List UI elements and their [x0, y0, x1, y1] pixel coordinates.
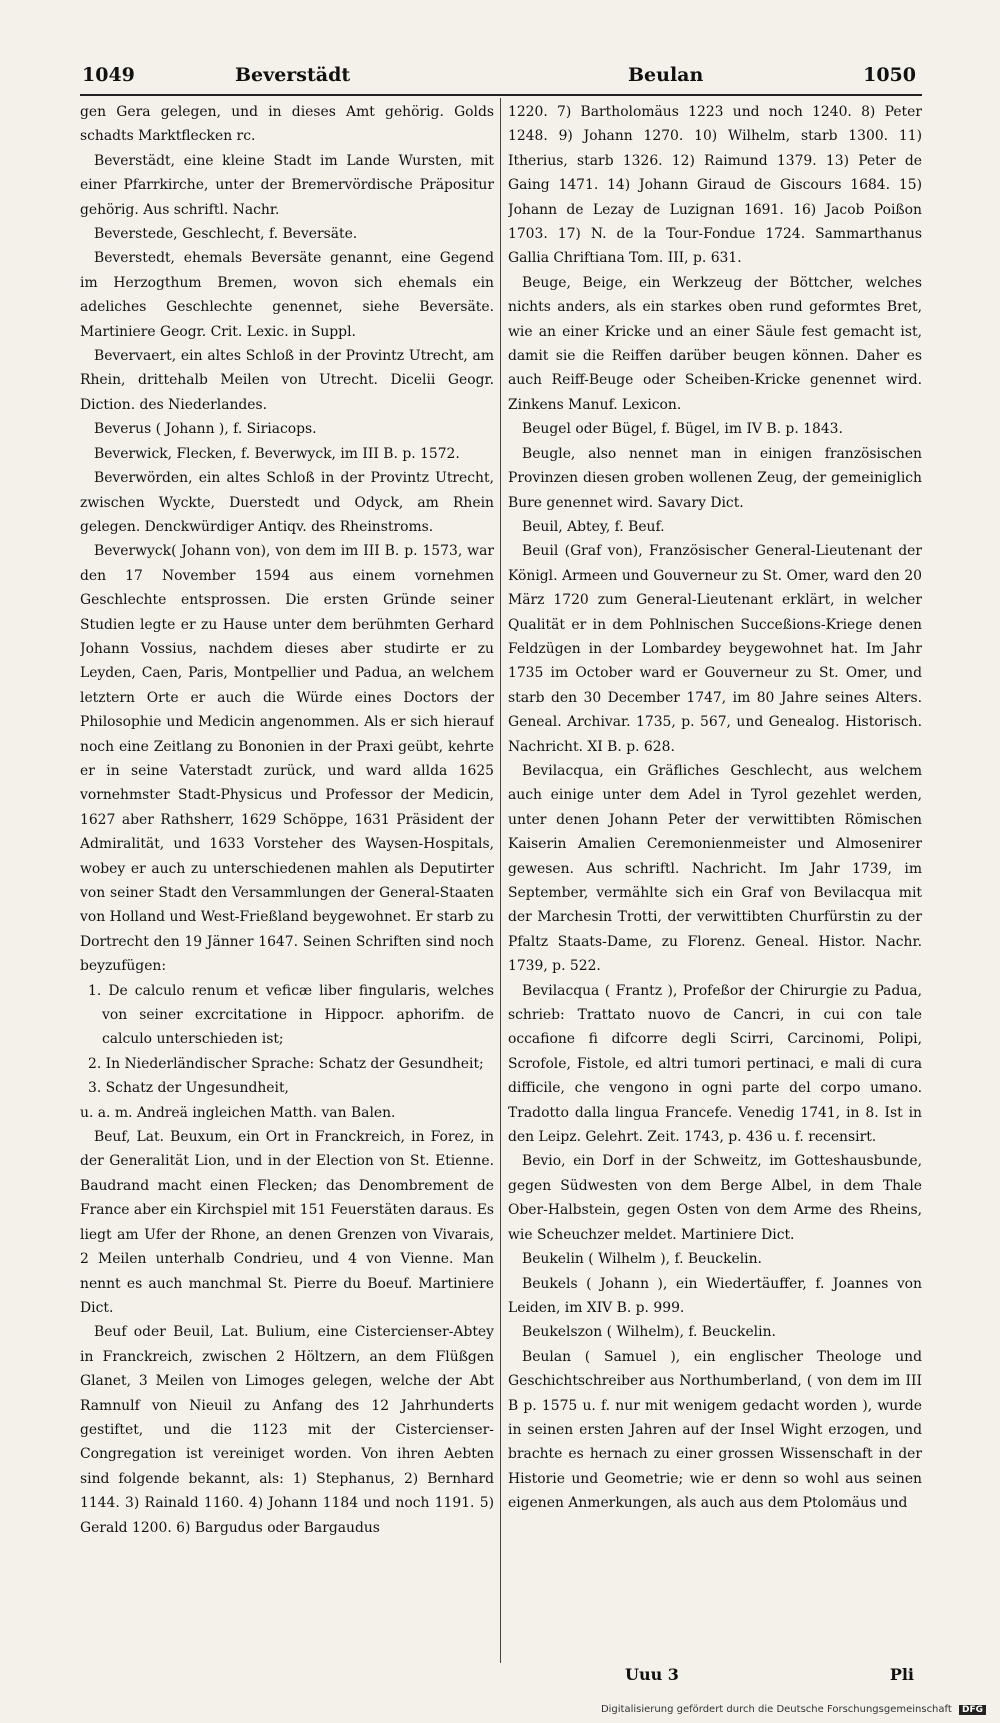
- page: [80, 58, 922, 1684]
- entry-paragraph: Beuil, Abtey, f. Beuf.: [522, 518, 665, 535]
- signature-mark: Uuu 3: [625, 1665, 679, 1684]
- entry-paragraph: Beuf oder Beuil, Lat. Bulium, eine Cistercienser-Abtey in Franckreich, zwischen 2 Höltzern, an dem Flüßgen Glanet, 3 Meilen von Limoges gelegen, welche der Abt Ramnulf von Nieuil zu Anfang des 12 Jahrhunderts gestiftet, und die 1123 mit der Cistercienser-Congregation ist vereiniget worden. Von ihren Aebten sind folgende bekannt, als: 1) Stephanus, 2) Bernhard 1144. 3) Rainald 1160. 4) Johann 1184 und noch 1191. 5) Gerald 1200. 6) Bargudus oder Bargaudus: [80, 1324, 494, 1536]
- dfg-logo: DFG: [959, 1705, 986, 1715]
- entry-paragraph: Bevilacqua, ein Gräfliches Geschlecht, aus welchem auch einige unter dem Adel in Tyrol gezehlet werden, unter denen Johann Peter der verwittibten Römischen Kaiserin Amalien Ceremonienmeister und Almosenirer gewesen. Aus schriftl. Nachricht. Im Jahr 1739, im September, vermählte sich ein Graf von Bevilacqua mit der Marchesin Trotti, der verwittibten Churfürstin zu der Pfaltz Staats-Dame, zu Florenz. Geneal. Histor. Nachr. 1739, p. 522.: [508, 762, 922, 975]
- entry-paragraph: Beverstädt, eine kleine Stadt im Lande Wursten, mit einer Pfarrkirche, unter der Bremervördische Präpositur gehörig. Aus schriftl. Nachr.: [80, 152, 494, 218]
- entry-paragraph: Beverwyck( Johann von), von dem im III B. p. 1573, war den 17 November 1594 aus einem vornehmen Geschlechte entsprossen. Die ersten Gründe seiner Studien legte er zu Hause unter dem berühmten Gerhard Johann Vossius, nachdem dieses aber studirte er zu Leyden, Caen, Paris, Montpellier und Padua, an welchem letztern Orte er auch die Würde eines Doctors der Philosophie und Medicin angenommen. Als er sich hierauf noch eine Zeitlang zu Bononien in der Praxi geübt, kehrte er in seine Vaterstadt zurück, und ward allda 1625 vornehmster Stadt-Physicus und Professor der Medicin, 1627 aber Rathsherr, 1629 Schöppe, 1631 Präsident der Admiralität, und 1633 Vorsteher des Waysen-Hospitals, wobey er auch zu unterschiedenen mahlen als Deputirter von seiner Stadt den Versammlungen der General-Staaten von Holland und West-Frießland beygewohnet. Er starb zu Dortrecht den 19 Jänner 1647. Seinen Schriften sind noch beyzufügen:: [80, 543, 494, 975]
- entry-paragraph: Beukelin ( Wilhelm ), f. Beuckelin.: [522, 1251, 762, 1268]
- entry-paragraph: Beverstedt, ehemals Beversäte genannt, eine Gegend im Herzogthum Bremen, wovon sich ehemals ein adeliches Geschlechte genennet, siehe Beversäte. Martiniere Geogr. Crit. Lexic. in Suppl.: [80, 250, 494, 340]
- page-number-left: 1049: [82, 64, 135, 86]
- entry-paragraph: Beverwick, Flecken, f. Beverwyck, im III B. p. 1572.: [94, 445, 460, 462]
- entry-paragraph: Beverwörden, ein altes Schloß in der Provintz Utrecht, zwischen Wyckte, Duerstedt und Odyck, am Rhein gelegen. Denckwürdiger Antiqv. des Rheinstroms.: [80, 470, 494, 535]
- entry-paragraph: Beverus ( Johann ), f. Siriacops.: [94, 421, 317, 438]
- header-title-right: Beulan: [628, 64, 704, 86]
- footer-text: Digitalisierung gefördert durch die Deutsche Forschungsgemeinschaft: [600, 1704, 952, 1715]
- column-divider: [500, 98, 501, 1663]
- entry-paragraph: gen Gera gelegen, und in dieses Amt gehörig. Golds schadts Marktflecken rc.: [80, 104, 494, 145]
- entry-paragraph: Beugel oder Bügel, f. Bügel, im IV B. p. 1843.: [522, 421, 843, 438]
- digitization-footer: [601, 1704, 986, 1715]
- entry-paragraph: Bevilacqua ( Frantz ), Profeßor der Chirurgie zu Padua, schrieb: Trattato nuovo de Cancri, in cui con tale occafione fi difcorre degli Scirri, Carcinomi, Polipi, Scrofole, Fistole, ed altri tumori pertinaci, e mali di cura difficile, che vengono in ogni parte del corpo umano. Tradotto dalla lingua Francefe. Venedig 1741, in 8. Ist in den Leipz. Gelehrt. Zeit. 1743, p. 436 u. f. recensirt.: [508, 982, 922, 1146]
- page-number-right: 1050: [863, 64, 916, 86]
- entry-paragraph: Beverstede, Geschlecht, f. Beversäte.: [94, 226, 358, 243]
- entry-paragraph: 3. Schatz der Ungesundheit,: [88, 1080, 289, 1097]
- running-header: [80, 58, 922, 96]
- entry-paragraph: Beuil (Graf von), Französischer General-Lieutenant der Königl. Armeen und Gouverneur zu St. Omer, ward den 20 März 1720 zum General-Lieutenant erklärt, in welcher Qualität er in dem Pohlnischen Succeßions-Kriege denen Feldzügen in der Lombardey beygewohnet hat. Im Jahr 1735 im October ward er Gouverneur zu St. Omer, und starb den 30 December 1747, im 80 Jahre seines Alters. Geneal. Archivar. 1735, p. 567, und Genealog. Historisch. Nachricht. XI B. p. 628.: [508, 543, 922, 755]
- entry-paragraph: 1220. 7) Bartholomäus 1223 und noch 1240. 8) Peter 1248. 9) Johann 1270. 10) Wilhelm, starb 1300. 11) Itherius, starb 1326. 12) Raimund 1379. 13) Peter de Gaing 1471. 14) Johann Giraud de Giscours 1684. 15) Johann de Lezay de Luzignan 1691. 16) Jacob Poißon 1703. 17) N. de la Tour-Fondue 1724. Sammarthanus Gallia Chriftiana Tom. III, p. 631.: [508, 104, 922, 267]
- entry-paragraph: Bevervaert, ein altes Schloß in der Provintz Utrecht, am Rhein, drittehalb Meilen von Utrecht. Dicelii Geogr. Diction. des Niederlandes.: [80, 348, 494, 413]
- entry-paragraph: Beugle, also nennet man in einigen französischen Provinzen diesen groben wollenen Zeug, der gemeiniglich Bure genennet wird. Savary Dict.: [508, 445, 922, 511]
- entry-paragraph: Bevio, ein Dorf in der Schweitz, im Gotteshausbunde, gegen Südwesten von dem Berge Albel, in dem Thale Ober-Halbstein, gegen Osten von dem Arme des Rheins, wie Scheuchzer meldet. Martiniere Dict.: [508, 1153, 922, 1243]
- entry-paragraph: 2. In Niederländischer Sprache: Schatz der Gesundheit;: [88, 1055, 484, 1072]
- entry-paragraph: Beuge, Beige, ein Werkzeug der Böttcher, welches nichts anders, als ein starkes oben rund geformtes Bret, wie an einer Kricke und an einer Säule fest gemacht ist, damit sie die Reiffen darüber beugen können. Daher es auch Reiff-Beuge oder Scheiben-Kricke genennet wird. Zinkens Manuf. Lexicon.: [508, 274, 922, 413]
- catchword: Pli: [889, 1665, 914, 1684]
- entry-paragraph: u. a. m. Andreä ingleichen Matth. van Balen.: [80, 1104, 396, 1121]
- entry-paragraph: Beuf, Lat. Beuxum, ein Ort in Franckreich, in Forez, in der Generalität Lion, und in der Election von St. Etienne. Baudrand macht einen Flecken; das Denombrement de France aber ein Kirchspiel mit 151 Feuerstäten daraus. Es liegt am Ufer der Rhone, an denen Grenzen von Vivarais, 2 Meilen unterhalb Condrieu, und 4 von Vienne. Man nennt es auch manchmal St. Pierre du Boeuf. Martiniere Dict.: [80, 1129, 494, 1316]
- entry-paragraph: Beulan ( Samuel ), ein englischer Theologe und Geschichtschreiber aus Northumberland, ( von dem im III B p. 1575 u. f. nur mit wenigem gedacht worden ), wurde in seinen ersten Jahren auf der Insel Wight erzogen, und brachte es hernach zu einer grossen Wissenschaft in der Historie und Geometrie; wie er denn so wohl aus seinen eigenen Anmerkungen, als auch aus dem Ptolomäus und: [508, 1348, 922, 1512]
- entry-paragraph: 1. De calculo renum et veficæ liber fingularis, welches von seiner excrcitatione in Hippocr. aphorifm. de calculo unterschieden ist;: [88, 982, 494, 1048]
- right-column: [508, 100, 922, 1660]
- entry-paragraph: Beukels ( Johann ), ein Wiedertäuffer, f. Joannes von Leiden, im XIV B. p. 999.: [508, 1275, 922, 1316]
- entry-paragraph: Beukelszon ( Wilhelm), f. Beuckelin.: [522, 1324, 776, 1341]
- header-title-left: Beverstädt: [235, 64, 351, 86]
- left-column: [80, 100, 494, 1660]
